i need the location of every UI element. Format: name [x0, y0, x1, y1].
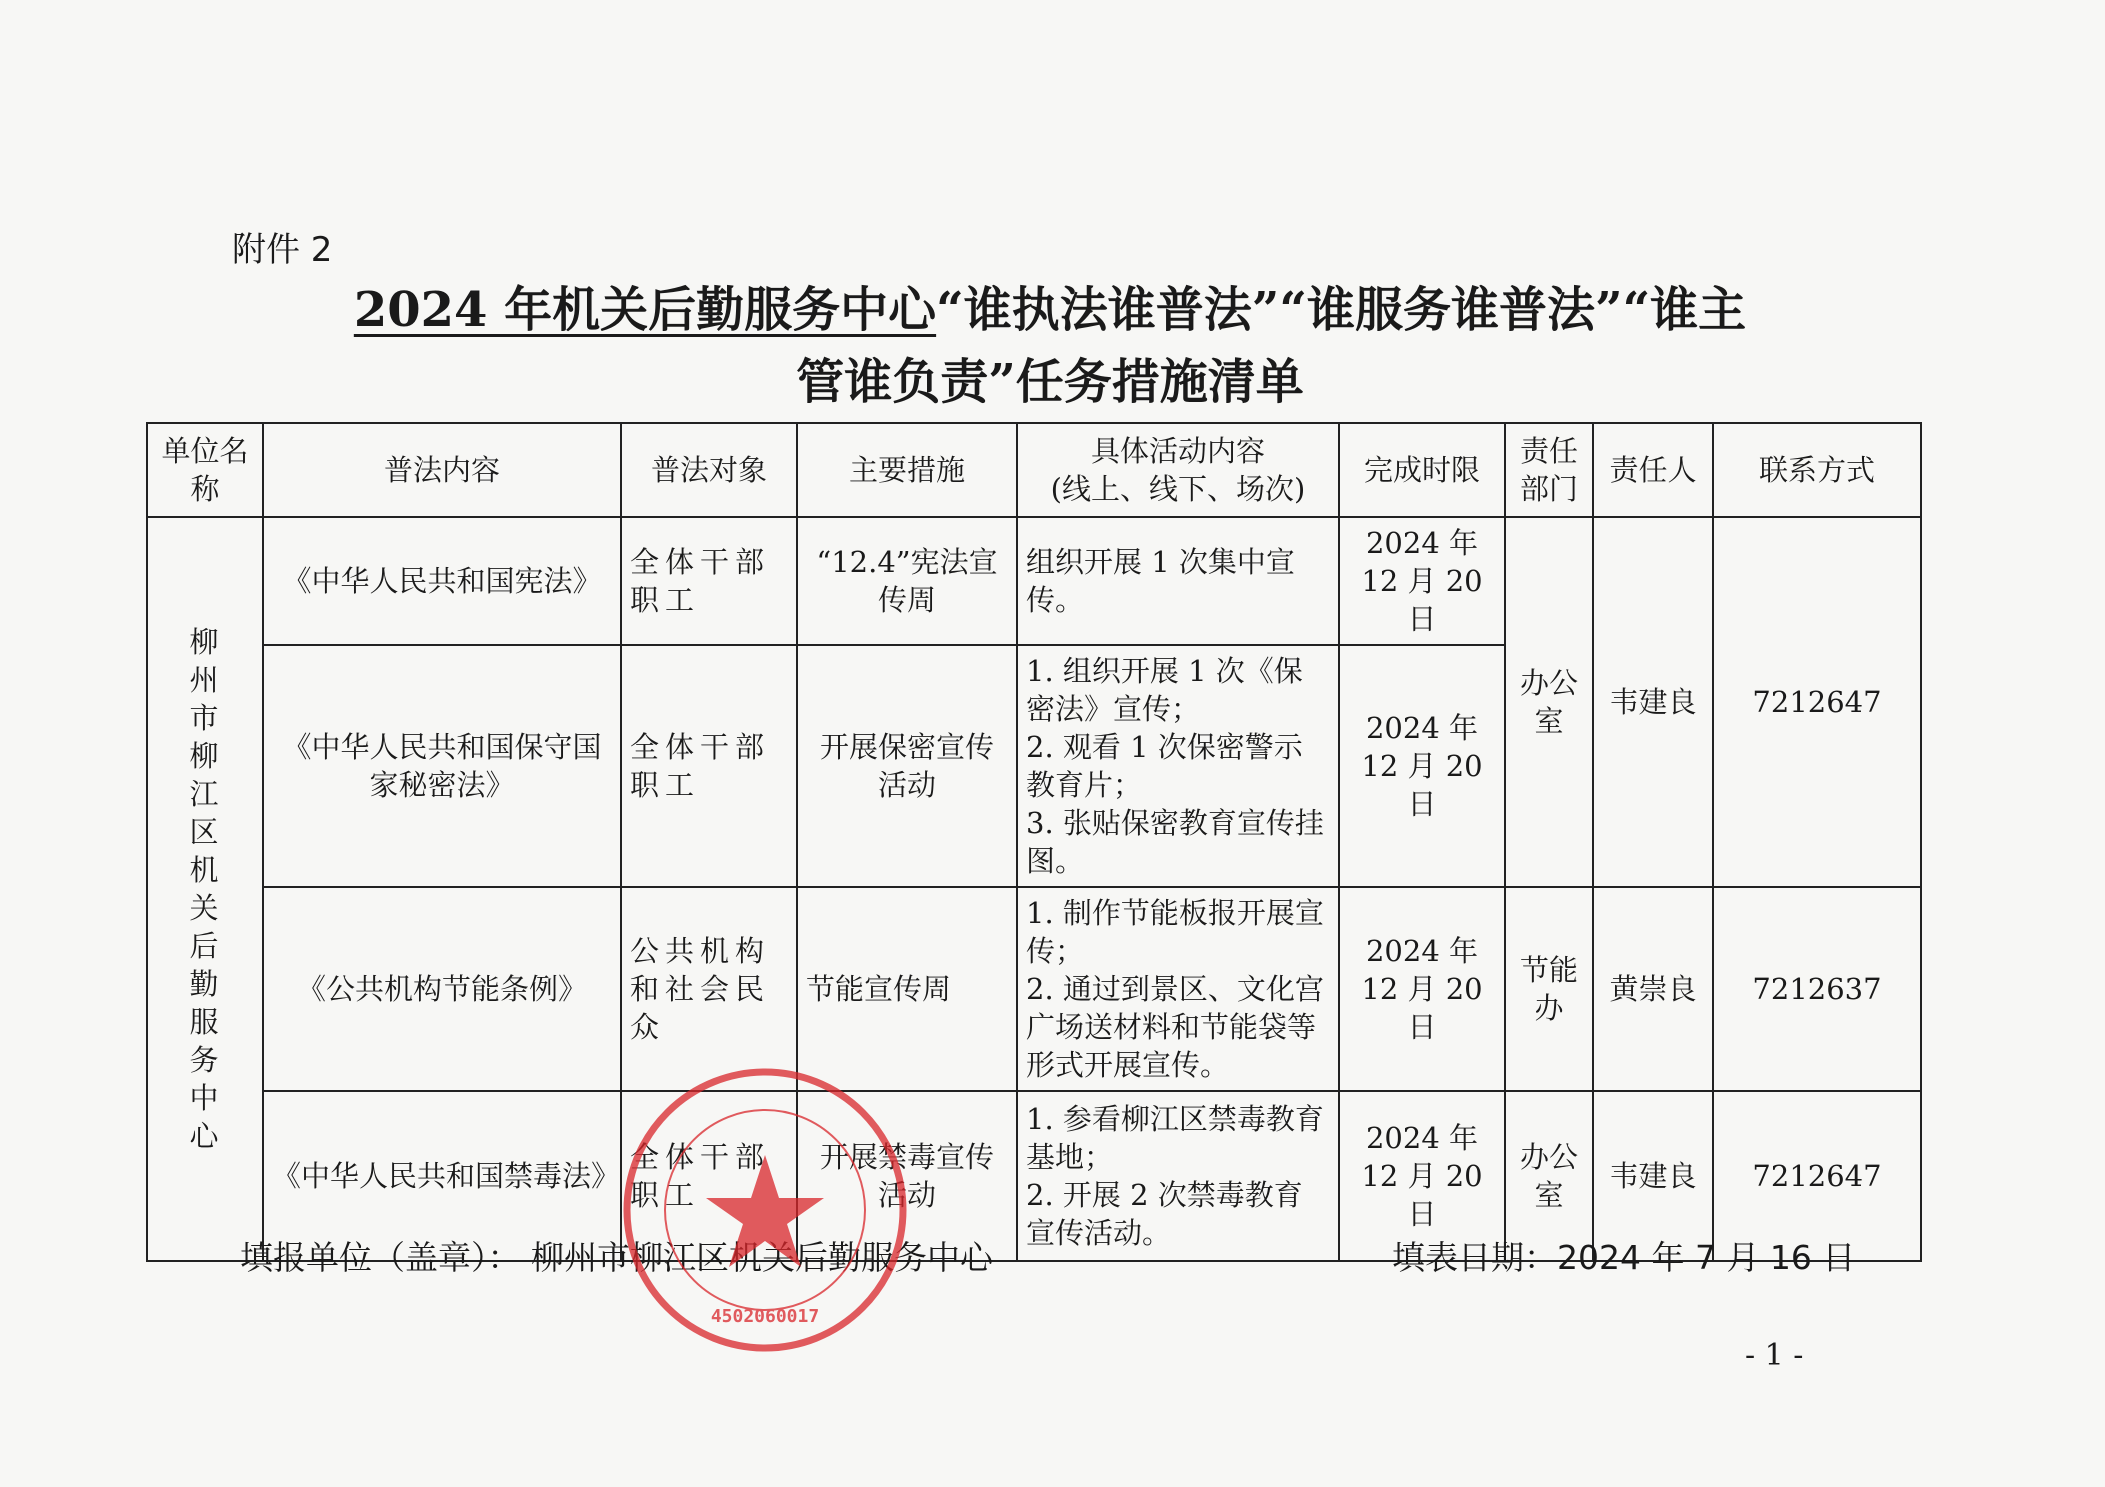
activity-cell: [1017, 1091, 1339, 1261]
target-cell: 全体干部职工: [621, 645, 797, 887]
unit-name: 柳州市柳江区机关后勤服务中心: [189, 625, 221, 1153]
target-cell: 公共机构和社会民众: [621, 887, 797, 1091]
filing-unit-label: 填报单位（盖章）：: [240, 1238, 521, 1277]
target-cell: 全体干部职工: [621, 1091, 797, 1261]
contact-cell: 7212637: [1713, 887, 1921, 1091]
dept-cell: 办公室: [1505, 1091, 1593, 1261]
deadline-cell: 2024 年 12 月 20 日: [1339, 887, 1505, 1091]
activity-line: 2. 开展 2 次禁毒教育宣传活动。: [1026, 1178, 1303, 1250]
title-underlined-part: 2024 年机关后勤服务中心: [353, 282, 937, 338]
header-activity-line1: 具体活动内容: [1090, 434, 1265, 468]
unit-name-cell: [147, 517, 263, 1261]
dept-cell: 节能办: [1505, 887, 1593, 1091]
task-measures-table: [146, 422, 1922, 1262]
filing-unit-value: 柳州市柳江区机关后勤服务中心: [531, 1238, 993, 1277]
content-cell: 《中华人民共和国宪法》: [263, 517, 621, 645]
attachment-label: 附件 2: [232, 230, 333, 270]
deadline-cell: 2024 年 12 月 20 日: [1339, 645, 1505, 887]
svg-text:4502060017: 4502060017: [710, 1306, 820, 1327]
activity-line: 1. 制作节能板报开展宣传；: [1026, 896, 1324, 968]
contact-cell: 7212647: [1713, 1091, 1921, 1261]
header-dept: 责任部门: [1505, 423, 1593, 517]
filing-date-label: 填表日期：: [1392, 1238, 1557, 1277]
measure-cell: 开展保密宣传活动: [797, 645, 1017, 887]
measure-cell: 开展禁毒宣传活动: [797, 1091, 1017, 1261]
dept-cell: 办公室: [1505, 517, 1593, 887]
activity-line: 1. 组织开展 1 次《保密法》宣传；: [1026, 654, 1303, 726]
header-activity-line2: (线上、线下、场次): [1050, 472, 1306, 506]
content-cell: 《中华人民共和国保守国家秘密法》: [263, 645, 621, 887]
title-rest-part: “谁执法谁普法”“谁服务谁普法”“谁主: [936, 282, 1747, 338]
header-deadline: 完成时限: [1339, 423, 1505, 517]
activity-cell: [1017, 887, 1339, 1091]
person-cell: 黄崇良: [1593, 887, 1713, 1091]
activity-line: 2. 观看 1 次保密警示教育片；: [1026, 730, 1303, 802]
page-number: - 1 -: [1745, 1338, 1804, 1373]
title-line-1: [200, 280, 1900, 340]
activity-line: 2. 通过到景区、文化宫广场送材料和节能袋等形式开展宣传。: [1026, 972, 1324, 1082]
activity-line: 组织开展 1 次集中宣传。: [1026, 545, 1295, 617]
header-target: 普法对象: [621, 423, 797, 517]
header-unit: 单位名称: [147, 423, 263, 517]
deadline-cell: 2024 年 12 月 20 日: [1339, 1091, 1505, 1261]
header-person: 责任人: [1593, 423, 1713, 517]
header-activity: [1017, 423, 1339, 517]
measure-cell: 节能宣传周: [797, 887, 1017, 1091]
header-contact: 联系方式: [1713, 423, 1921, 517]
header-measure: 主要措施: [797, 423, 1017, 517]
activity-line: 1. 参看柳江区禁毒教育基地；: [1026, 1102, 1324, 1174]
table-row: [147, 887, 1921, 1091]
filing-date-value: 2024 年 7 月 16 日: [1557, 1238, 1856, 1277]
contact-cell: 7212647: [1713, 517, 1921, 887]
content-cell: 《中华人民共和国禁毒法》: [263, 1091, 621, 1261]
footer-filing-date: [1392, 1232, 1855, 1279]
activity-line: 3. 张贴保密教育宣传挂图。: [1026, 806, 1324, 878]
target-cell: 全体干部职工: [621, 517, 797, 645]
content-cell: 《公共机构节能条例》: [263, 887, 621, 1091]
measure-cell: “12.4”宪法宣传周: [797, 517, 1017, 645]
table-row: [147, 517, 1921, 645]
person-cell: 韦建良: [1593, 1091, 1713, 1261]
official-seal-icon: [615, 1060, 915, 1360]
activity-cell: [1017, 517, 1339, 645]
activity-cell: [1017, 645, 1339, 887]
table-header-row: [147, 423, 1921, 517]
deadline-cell: 2024 年 12 月 20 日: [1339, 517, 1505, 645]
person-cell: 韦建良: [1593, 517, 1713, 887]
title-line-2: 管谁负责”任务措施清单: [796, 354, 1304, 410]
header-content: 普法内容: [263, 423, 621, 517]
